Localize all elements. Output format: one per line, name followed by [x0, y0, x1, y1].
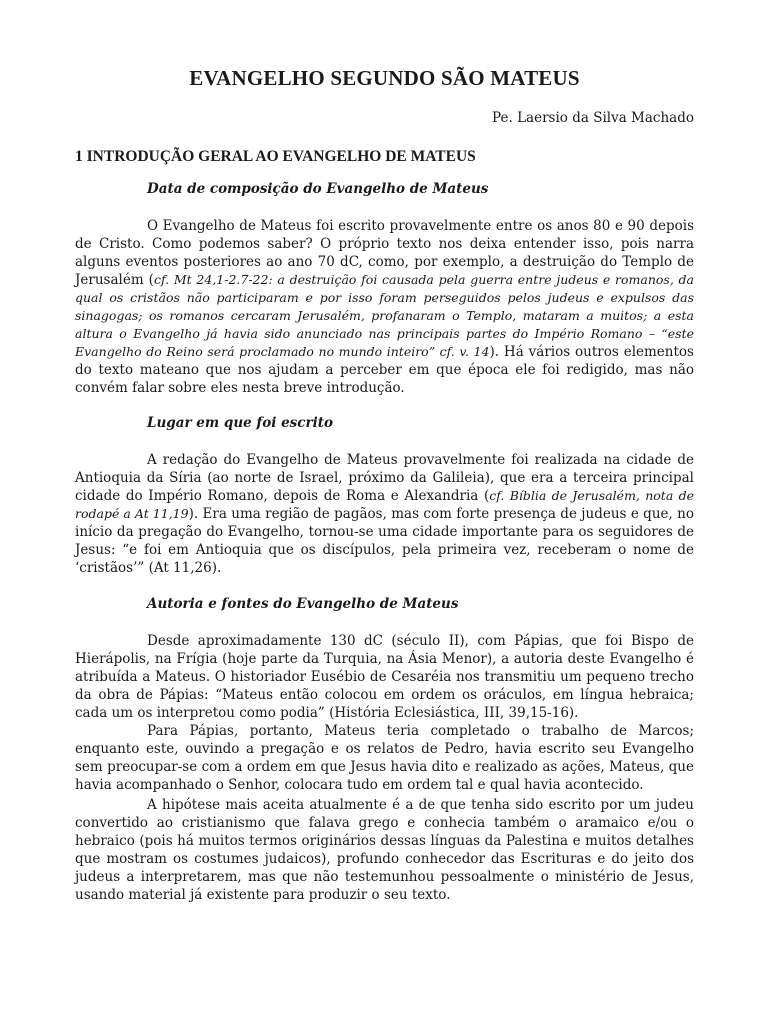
paragraph-date-text-2: ). Há vários outros elementos do texto mateano que nos ajudam a perceber em que época ele foi redigido, mas não convém falar sobre eles nesta breve introdução. [75, 344, 694, 396]
paragraph-authorship-2: Para Pápias, portanto, Mateus teria completado o trabalho de Marcos; enquanto este, ouvindo a pregação e os relatos de Pedro, havia escrito seu Evangelho sem preocupar-se com a ordem em que Jesus havia dito e realizado as ações, Mateus, que havia acompanhado o Senhor, colocara tudo em ordem tal e qual havia acontecido. [75, 723, 694, 793]
paragraph-place [75, 451, 694, 577]
paragraph-date [75, 217, 694, 397]
paragraph-authorship-1: Desde aproximadamente 130 dC (século II), com Pápias, que foi Bispo de Hierápolis, na Frígia (hoje parte da Turquia, na Ásia Menor), a autoria deste Evangelho é atribuída a Mateus. O historiador Eusébio de Cesaréia nos transmitiu um pequeno trecho da obra de Pápias: “Mateus então colocou em ordem os oráculos, em língua hebraica; cada um os interpretou como podia” (História Eclesiástica, III, 39,15-16). [75, 633, 694, 721]
paragraph-authorship-3: A hipótese mais aceita atualmente é a de que tenha sido escrito por um judeu convertido ao cristianismo que falava grego e conhecia também o aramaico e/ou o hebraico (pois há muitos termos originários dessas línguas da Palestina e muitos detalhes que mostram os costumes judaicos), profundo conhecedor das Escrituras e do jeito dos judeus a interpretarem, mas que não testemunhou pessoalmente o ministério de Jesus, usando material já existente para produzir o seu texto. [75, 797, 694, 903]
paragraph-place-text-1: A redação do Evangelho de Mateus provavelmente foi realizada na cidade de Antioquia da Síria (ao norte de Israel, próximo da Galileia), que era a terceira principal cidade do Império Romano, depois de Roma e Alexandria ( [75, 452, 694, 504]
section-heading: 1 INTRODUÇÃO GERAL AO EVANGELHO DE MATEUS [75, 148, 476, 165]
document-title: EVANGELHO SEGUNDO SÃO MATEUS [189, 66, 580, 90]
author-name: Pe. Laersio da Silva Machado [492, 110, 694, 126]
subheading-date: Data de composição do Evangelho de Mateus [147, 181, 489, 197]
paragraph-date-text-1: O Evangelho de Mateus foi escrito provavelmente entre os anos 80 e 90 depois de Cristo. Como podemos saber? O próprio texto nos deixa entender isso, pois narra alguns eventos posteriores ao ano 70 dC, como, por exemplo, a destruição do Templo de Jerusalém ( [75, 218, 694, 288]
subheading-authorship: Autoria e fontes do Evangelho de Mateus [147, 596, 459, 612]
paragraph-date-citation: cf. Mt 24,1-2.7-22: a destruição foi causada pela guerra entre judeus e romanos, da qual os cristãos não participaram e por isso foram perseguidos pelos judeus e expulsos das sinagogas; os romanos cercaram Jerusalém, profanaram o Templo, mataram a muitos; a esta altura o Evangelho já havia sido anunciado nas principais partes do Império Romano – “este Evangelho do Reino será proclamado no mundo inteiro” cf. v. 14 [75, 272, 694, 359]
paragraph-place-citation: cf. Bíblia de Jerusalém, nota de rodapé a At 11,19 [75, 488, 694, 521]
subheading-place: Lugar em que foi escrito [147, 415, 333, 431]
paragraph-place-text-2: ). Era uma região de pagãos, mas com forte presença de judeus e que, no início da pregação do Evangelho, tornou-se uma cidade importante para os seguidores de Jesus: “e foi em Antioquia que os discípulos, pela primeira vez, receberam o nome de ‘cristãos’” (At 11,26). [75, 506, 694, 576]
